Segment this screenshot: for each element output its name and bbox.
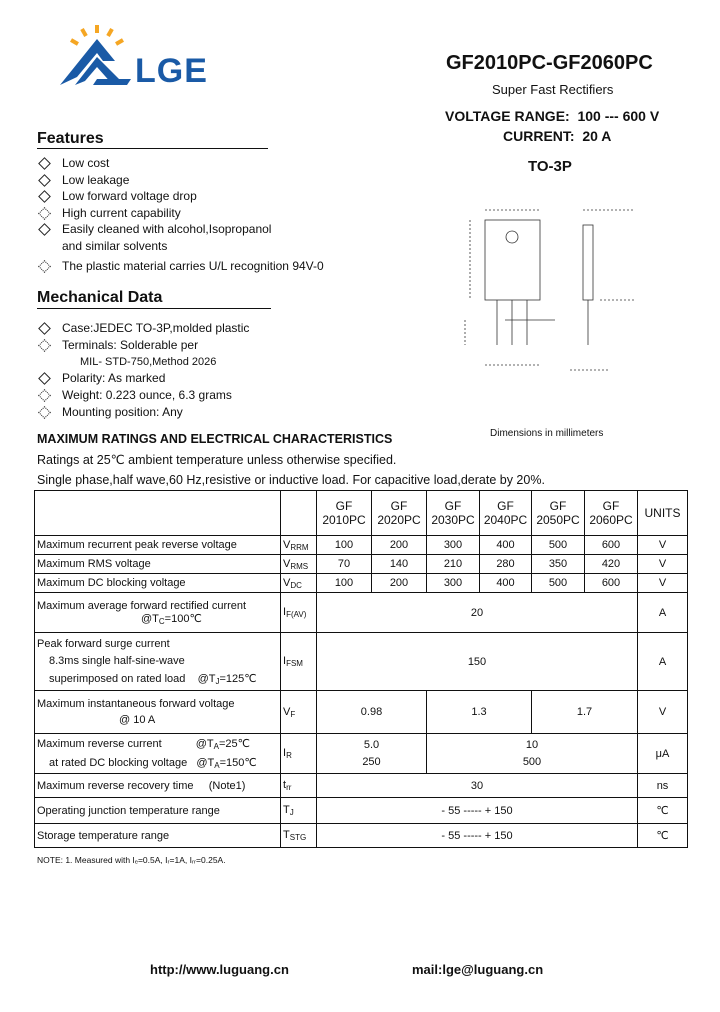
list-item: Case:JEDEC TO-3P,molded plastic <box>38 320 249 337</box>
features-underline <box>37 148 268 149</box>
list-item: Weight: 0.223 ounce, 6.3 grams <box>38 387 249 404</box>
current-rating: CURRENT: 20 A <box>503 128 612 144</box>
table-row: Maximum DC blocking voltage $V_{DC}$ 100 200 300 400 500 600 V <box>35 574 688 593</box>
part-range-title: GF2010PC-GF2060PC <box>446 52 653 74</box>
table-row: Storage temperature range $T_{STG}$ - 55 ----- + 150 ℃ <box>35 824 688 848</box>
mechanical-heading: Mechanical Data <box>37 289 163 306</box>
list-item: Polarity: As marked <box>38 370 249 387</box>
package-type: TO-3P <box>528 158 572 175</box>
product-subtitle: Super Fast Rectifiers <box>492 82 614 97</box>
table-row: Maximum instantaneous forward voltage @ 10 A $V_F$ 0.98 1.3 1.7 V <box>35 691 688 734</box>
column-header: GF 2050PC <box>532 491 585 536</box>
footer-url-link[interactable]: http://www.luguang.cn <box>150 962 289 977</box>
ratings-condition-2: Single phase,half wave,60 Hz,resistive or inductive load. For capacitive load,derate by 20%. <box>37 473 545 487</box>
mechanical-list <box>38 320 249 421</box>
brand-name: LGE <box>135 52 208 90</box>
table-row: Operating junction temperature range $T_J$ - 55 ----- + 150 ℃ <box>35 798 688 824</box>
column-header: GF 2010PC <box>317 491 372 536</box>
column-header: GF 2030PC <box>427 491 480 536</box>
list-item: Terminals: Solderable per <box>38 337 249 354</box>
units-header: UNITS <box>638 491 688 536</box>
list-item: Low cost <box>38 155 324 172</box>
list-item: High current capability <box>38 205 324 222</box>
ratings-condition-1: Ratings at 25℃ ambient temperature unless otherwise specified. <box>37 453 397 467</box>
table-row: Maximum RMS voltage $V_{RMS}$ 70 140 210 280 350 420 V <box>35 555 688 574</box>
list-item: Easily cleaned with alcohol,Isopropanol <box>38 221 324 238</box>
ratings-heading: MAXIMUM RATINGS AND ELECTRICAL CHARACTERISTICS <box>37 432 393 446</box>
table-row: Maximum average forward rectified current $@T_C=100℃$ $I_{F(AV)}$ 20 A <box>35 593 688 633</box>
table-row: Peak forward surge current 8.3ms single half-sine-wave superimposed on rated load $@T_J=125℃$ $I_{FSM}$ 150 A <box>35 633 688 691</box>
ratings-table <box>34 490 688 848</box>
column-header: GF 2060PC <box>585 491 638 536</box>
table-row: Maximum recurrent peak reverse voltage $V_{RRM}$ 100 200 300 400 500 600 V <box>35 536 688 555</box>
list-item: Low forward voltage drop <box>38 188 324 205</box>
list-item: Mounting position: Any <box>38 404 249 421</box>
list-item-continuation: and similar solvents <box>62 238 168 253</box>
package-outline-drawing <box>445 195 645 395</box>
footer-mail-link[interactable]: mail:lge@luguang.cn <box>412 962 544 977</box>
column-header: GF 2020PC <box>372 491 427 536</box>
list-item: Low leakage <box>38 172 324 189</box>
features-heading: Features <box>37 130 104 147</box>
list-item-continuation: MIL- STD-750,Method 2026 <box>80 355 217 368</box>
table-header-row <box>35 491 688 536</box>
table-row: Maximum reverse recovery time (Note1) $t_{rr}$ 30 ns <box>35 774 688 798</box>
mechanical-underline <box>37 308 271 309</box>
voltage-range: VOLTAGE RANGE: 100 --- 600 V <box>445 108 660 124</box>
features-list <box>38 155 324 274</box>
table-row: Maximum reverse current $@T_A=25℃$ at rated DC blocking voltage $@T_A=150℃$ $I_R$ 5.0 250 10 500 μA <box>35 734 688 774</box>
column-header: GF 2040PC <box>480 491 532 536</box>
dimensions-note: Dimensions in millimeters <box>490 428 604 439</box>
list-item: The plastic material carries U/L recognition 94V-0 <box>38 258 324 275</box>
table-note: NOTE: 1. Measured with Iₑ=0.5A, Iᵣ=1A, Iᵣᵣ=0.25A. <box>37 855 226 865</box>
